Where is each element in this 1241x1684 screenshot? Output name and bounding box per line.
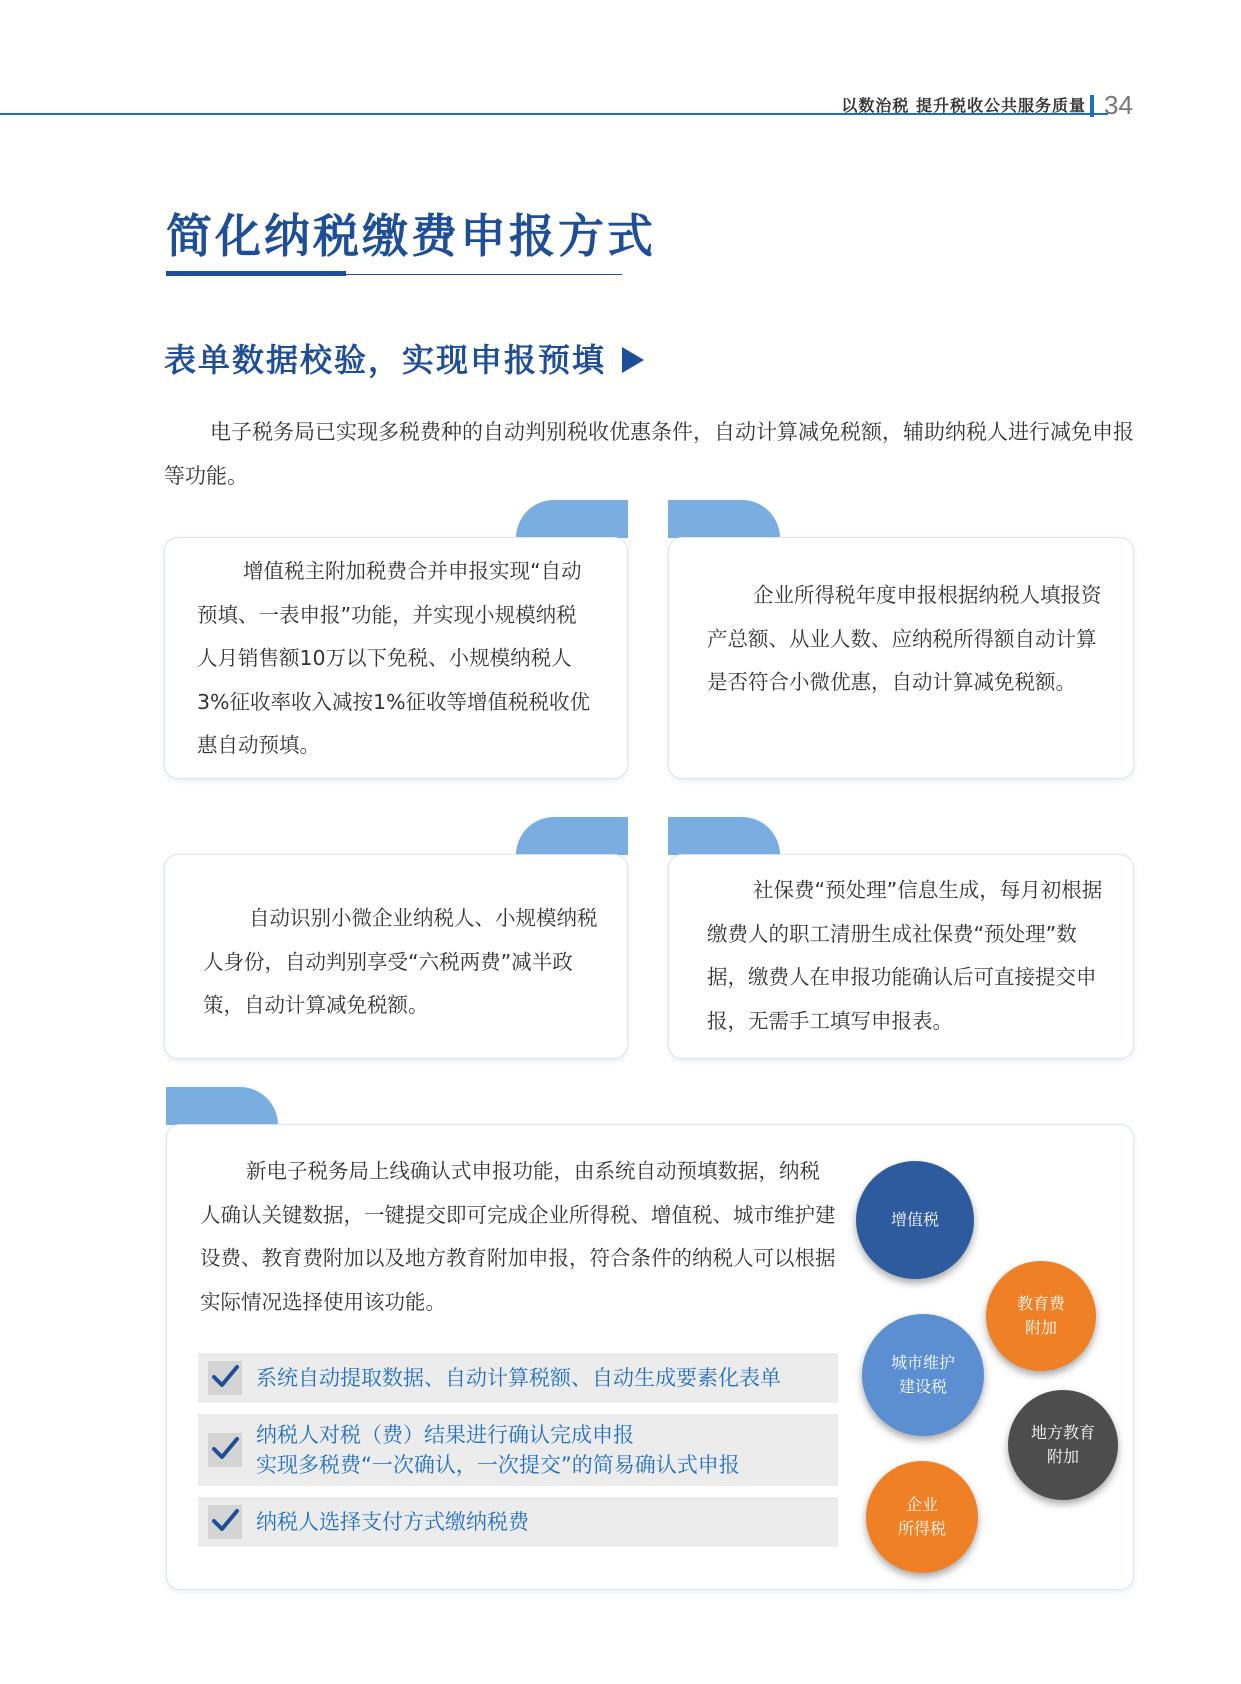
circle-urban-construction-tax: [862, 1314, 984, 1436]
card-text: 社保费“预处理”信息生成，每月初根据缴费人的职工清册生成社保费“预处理”数据，缴费人在申报功能确认后可直接提交申报，无需手工填写申报表。: [707, 878, 1103, 1033]
circle-label: 城市维护 建设税: [890, 1353, 955, 1396]
info-card-small-enterprise: [164, 854, 628, 1059]
check-item-text: 纳税人对税（费）结果进行确认完成申报: [256, 1423, 634, 1447]
panel-paragraph: 新电子税务局上线确认式申报功能，由系统自动预填数据，纳税人确认关键数据，一键提交即可完成企业所得税、增值税、城市维护建设费、教育费附加以及地方教育附加申报，符合条件的纳税人可以根据实际情况选择使用该功能。: [200, 1159, 836, 1314]
check-item: [198, 1353, 838, 1403]
card-text: 增值税主附加税费合并申报实现“自动预填、一表申报”功能，并实现小规模纳税人月销售额10万以下免税、小规模纳税人3%征收率收入减按1%征收等增值税税收优惠自动预填。: [197, 559, 591, 757]
check-item-text: 实现多税费“一次确认，一次提交”的简易确认式申报: [256, 1453, 740, 1477]
circle-label: 教育费 附加: [1016, 1294, 1065, 1337]
card-text: 自动识别小微企业纳税人、小规模纳税人身份，自动判别享受“六税两费”减半政策，自动计算减免税额。: [203, 906, 598, 1017]
checkbox-checked-icon: [208, 1505, 242, 1539]
card-tab: [516, 817, 628, 855]
info-card-vat: [164, 537, 628, 779]
page-title: 简化纳税缴费申报方式: [166, 209, 656, 263]
play-arrow-icon: [622, 347, 644, 373]
running-header: 以数治税 提升税收公共服务质量: [841, 96, 1086, 115]
circle-corporate-income-tax: [866, 1461, 978, 1573]
info-card-social-insurance: [668, 854, 1134, 1059]
circle-label: 地方教育 附加: [1030, 1423, 1095, 1466]
circle-education-surcharge: [986, 1261, 1096, 1371]
checkbox-checked-icon: [208, 1361, 242, 1395]
intro-paragraph: 电子税务局已实现多税费种的自动判别税收优惠条件，自动计算减免税额，辅助纳税人进行减免申报等功能。: [164, 420, 1134, 488]
card-tab: [516, 500, 628, 538]
card-tab: [668, 500, 780, 538]
card-text: 企业所得税年度申报根据纳税人填报资产总额、从业人数、应纳税所得额自动计算是否符合小微优惠，自动计算减免税额。: [707, 583, 1102, 694]
check-item-text: 系统自动提取数据、自动计算税额、自动生成要素化表单: [256, 1366, 781, 1390]
info-card-corporate-tax: [668, 537, 1134, 779]
title-underline-accent: [166, 271, 346, 276]
checkbox-checked-icon: [208, 1433, 242, 1467]
circle-label: 企业 所得税: [897, 1495, 946, 1538]
circle-local-education-surcharge: [1008, 1390, 1118, 1500]
panel-tab: [166, 1087, 278, 1125]
circle-vat: [856, 1161, 974, 1279]
header-accent-bar: [1090, 95, 1094, 117]
check-item: [198, 1497, 838, 1547]
check-item-text: 纳税人选择支付方式缴纳税费: [256, 1510, 529, 1534]
card-tab: [668, 817, 780, 855]
circle-label: 增值税: [890, 1210, 939, 1229]
section-heading: 表单数据校验，实现申报预填: [164, 341, 607, 379]
check-item: [198, 1414, 838, 1486]
page-number: 34: [1104, 90, 1133, 120]
